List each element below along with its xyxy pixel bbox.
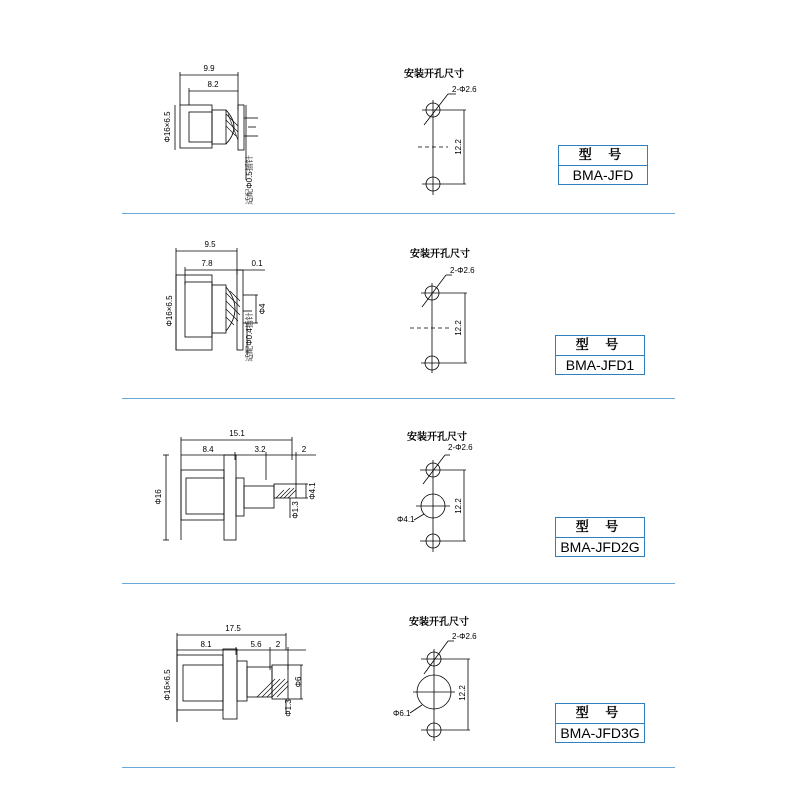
dim-tip: 2 (275, 640, 281, 649)
section-divider (122, 767, 675, 768)
section-divider (122, 398, 675, 399)
model-number: BMA-JFD1 (565, 357, 635, 373)
connector-drawing-4 (0, 585, 800, 770)
dim-hole: 2-Φ2.6 (450, 266, 475, 275)
model-table (555, 517, 645, 557)
section-bma-jfd1 (0, 215, 800, 400)
model-label: 型 号 (559, 146, 647, 166)
dim-inner: Φ1.3 (284, 699, 293, 717)
model-table (555, 335, 645, 375)
dim-tip: 2 (301, 445, 307, 454)
dim-step: 0.1 (251, 259, 263, 268)
model-label: 型 号 (556, 518, 644, 538)
dim-spacing: 12.2 (458, 685, 467, 701)
connector-drawing-1 (0, 30, 800, 215)
dim-tail: 5.6 (250, 640, 262, 649)
dim-center-hole: Φ6.1 (393, 709, 411, 718)
pin-note: 适配Φ0.5插针 (245, 155, 254, 205)
section-bma-jfd (0, 30, 800, 215)
section-divider (122, 583, 675, 584)
model-table (555, 703, 645, 743)
model-number: BMA-JFD2G (560, 539, 640, 555)
dim-spacing: 12.2 (454, 498, 463, 514)
model-label: 型 号 (556, 336, 644, 356)
pin-note: 适配Φ0.4插针 (245, 312, 254, 362)
dim-inner: Φ1.3 (291, 501, 300, 519)
dim-flange: Φ16×6.5 (163, 111, 172, 143)
model-number: BMA-JFD (572, 167, 634, 183)
hole-title: 安装开孔尺寸 (407, 432, 467, 443)
dim-overall: 17.5 (225, 624, 241, 633)
connector-drawing-3 (0, 400, 800, 585)
section-divider (122, 213, 675, 214)
section-bma-jfd2g (0, 400, 800, 585)
dim-body: 8.2 (207, 80, 219, 89)
dim-center-hole: Φ4.1 (397, 515, 415, 524)
dim-outer: Φ4.1 (308, 482, 317, 500)
dim-overall: 9.5 (204, 240, 216, 249)
dim-body: 7.8 (201, 259, 213, 268)
dim-body: 8.4 (202, 445, 214, 454)
model-number: BMA-JFD3G (560, 725, 640, 741)
hole-title: 安装开孔尺寸 (410, 249, 470, 260)
hole-title: 安装开孔尺寸 (409, 617, 469, 628)
dim-tail: 3.2 (254, 445, 266, 454)
hole-title: 安装开孔尺寸 (404, 69, 464, 80)
section-bma-jfd3g (0, 585, 800, 770)
connector-drawing-2 (0, 215, 800, 400)
dim-hole: 2-Φ2.6 (448, 443, 473, 452)
dim-hole: 2-Φ2.6 (452, 85, 477, 94)
dim-spacing: 12.2 (454, 320, 463, 336)
dim-body: 8.1 (200, 640, 212, 649)
model-label: 型 号 (556, 704, 644, 724)
dim-overall: 9.9 (203, 64, 215, 73)
dim-flange: Φ16 (154, 489, 163, 505)
dim-flange: Φ16×6.5 (165, 295, 174, 327)
dim-outer: Φ6 (294, 676, 303, 688)
dim-flange: Φ16×6.5 (163, 669, 172, 701)
model-table (558, 145, 648, 185)
dim-spacing: 12.2 (454, 139, 463, 155)
dim-hole: 2-Φ2.6 (452, 632, 477, 641)
dim-overall: 15.1 (229, 429, 245, 438)
dim-center: Φ4 (258, 303, 267, 315)
